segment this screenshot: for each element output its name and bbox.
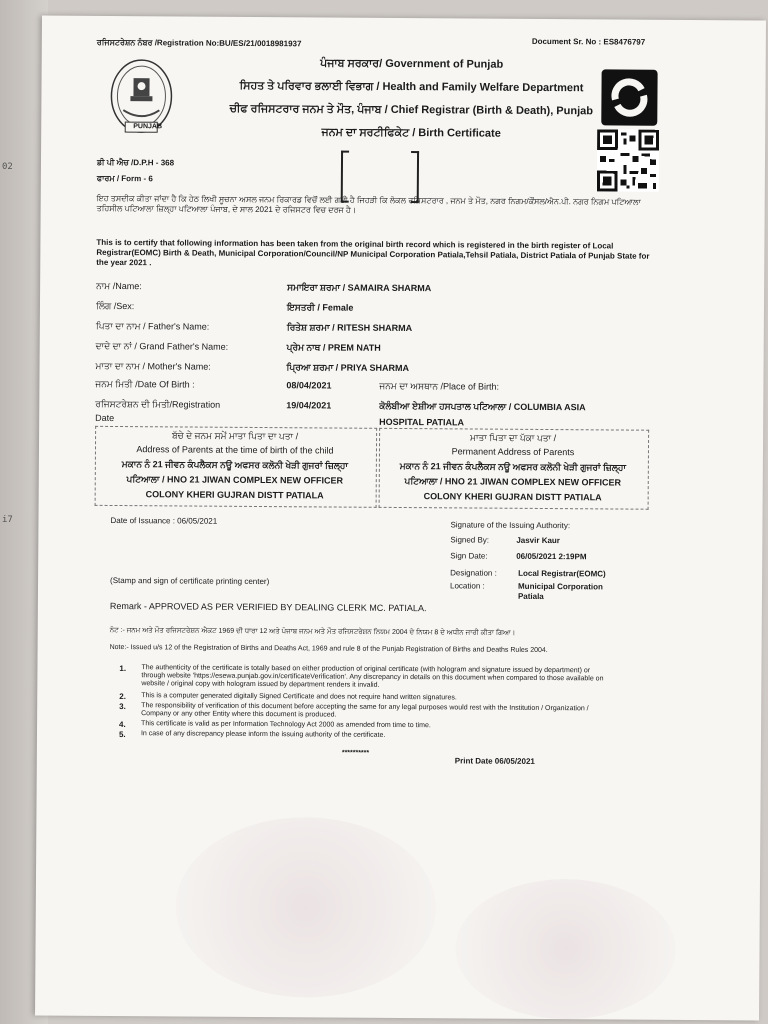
end-stars: ********** xyxy=(341,749,370,757)
note-english: Note:- Issued u/s 12 of the Registration of Births and Deaths Act, 1969 and rule 8 of the Punjab Registration of Births and Deaths Rules 2004. xyxy=(109,643,548,655)
designation-value: Local Registrar(EOMC) xyxy=(518,568,606,579)
background-edge-mark: 02 xyxy=(2,162,13,172)
name-value: ਸਮਾਇਰਾ ਸ਼ਰਮਾ / SAMAIRA SHARMA xyxy=(287,282,432,294)
permanent-address-heading-pa: ਮਾਤਾ ਪਿਤਾ ਦਾ ਪੱਕਾ ਪਤਾ / xyxy=(470,432,557,444)
intro-english: This is to certify that following information has been taken from the original birth record which is registered in the birth register of Local Registrar(EOMC) Birth & Death, Municipal Corporation/Council/NP Municipal Corporation Patiala,Tehsil Patiala, District Patiala of Punjab State for the year 2021 . xyxy=(96,237,650,268)
father-name-label: ਪਿਤਾ ਦਾ ਨਾਮ / Father's Name: xyxy=(95,320,210,332)
permanent-address-heading: Permanent Address of Parents xyxy=(451,446,575,458)
print-date: Print Date 06/05/2021 xyxy=(454,756,535,766)
mother-name-label: ਮਾਤਾ ਦਾ ਨਾਮ / Mother's Name: xyxy=(95,360,211,372)
emblem-ribbon-text: PUNJAB xyxy=(133,123,163,131)
address-at-birth-heading: Address of Parents at the time of birth of the child xyxy=(136,444,334,456)
place-of-birth-value: ਕੋਲੰਬੀਆ ਏਸ਼ੀਆ ਹਸਪਤਾਲ ਪਟਿਆਲਾ / COLUMBIA ASIA xyxy=(379,400,586,413)
address-at-birth-line3: COLONY KHERI GUJRAN DISTT PATIALA xyxy=(145,489,324,501)
place-of-birth-label: ਜਨਮ ਦਾ ਅਸਥਾਨ /Place of Birth: xyxy=(379,380,500,392)
mother-name-value: ਪ੍ਰਿਆ ਸ਼ਰਮਾ / PRIYA SHARMA xyxy=(286,362,410,374)
stamp-note: (Stamp and sign of certificate printing center) xyxy=(110,575,270,587)
note-text: This certificate is valid as per Information Technology Act 2000 as amended from time to time. xyxy=(141,720,431,730)
note-text: The responsibility of verification of this document before accepting the same for any legal purposes would rest with the Institution / Organization / Company or any other Entity where this document is produced. xyxy=(141,702,589,719)
place-of-birth-value-cont: HOSPITAL PATIALA xyxy=(379,416,465,428)
note-number: 2. xyxy=(119,692,126,702)
header-registrar: ਚੀਫ ਰਜਿਸਟਰਾਰ ਜਨਮ ਤੇ ਮੌਤ, ਪੰਜਾਬ / Chief Registrar (Birth & Death), Punjab xyxy=(229,102,594,118)
address-at-birth-heading-pa: ਬੱਚੇ ਦੇ ਜਨਮ ਸਮੇਂ ਮਾਤਾ ਪਿਤਾ ਦਾ ਪਤਾ / xyxy=(172,430,299,442)
paper-stain xyxy=(455,878,676,1020)
permanent-address-line2: ਪਟਿਆਲਾ / HNO 21 JIWAN COMPLEX NEW OFFICER xyxy=(404,476,622,488)
note-text: In case of any discrepancy please inform the issuing authority of the certificate. xyxy=(140,730,386,739)
paper-stain xyxy=(175,816,436,998)
father-name-value: ਰਿਤੇਸ਼ ਸ਼ਰਮਾ / RITESH SHARMA xyxy=(286,322,413,334)
remark: Remark - APPROVED AS PER VERIFIED BY DEALING CLERK MC. PATIALA. xyxy=(109,600,427,614)
note-number: 4. xyxy=(119,720,126,730)
grandfather-name-value: ਪ੍ਰੇਮ ਨਾਥ / PREM NATH xyxy=(286,342,381,353)
sex-value: ਇਸਤਰੀ / Female xyxy=(286,302,354,313)
note-number: 3. xyxy=(119,702,126,712)
sex-label: ਲਿੰਗ /Sex: xyxy=(95,300,135,312)
registration-date-label-cont: Date xyxy=(95,412,115,423)
dob-label: ਜਨਮ ਮਿਤੀ /Date Of Birth : xyxy=(95,378,195,390)
note-text: This is a computer generated digitally Signed Certificate and does not require hand written signatures. xyxy=(141,692,457,702)
registration-date-label: ਰਜਿਸਟਰੇਸ਼ਨ ਦੀ ਮਿਤੀ/Registration xyxy=(95,398,221,410)
signed-by-label: Signed By: xyxy=(450,535,490,545)
address-at-birth-line2: ਪਟਿਆਲਾ / HNO 21 JIWAN COMPLEX NEW OFFICER xyxy=(126,474,344,486)
registration-date-value: 19/04/2021 xyxy=(286,400,332,411)
designation-label: Designation : xyxy=(450,568,497,578)
form-number: ਫਾਰਮ / Form - 6 xyxy=(96,173,153,184)
background-edge-mark: i7 xyxy=(2,515,13,525)
intro-punjabi: ਇਹ ਤਸਦੀਕ ਕੀਤਾ ਜਾਂਦਾ ਹੈ ਕਿ ਹੇਠ ਲਿਖੀ ਸੂਚਨਾ ਅਸਲ ਜਨਮ ਰਿਕਾਰਡ ਵਿਚੋਂ ਲਈ ਗਈ ਹੈ ਜਿਹੜੀ ਕਿ ਲੋਕਲ ਰਜਿਸਟਰਾਰ , ਜਨਮ ਤੇ ਮੌਤ, ਨਗਰ ਨਿਗਮ/ਕੌਂਸਲ/ਐਨ.ਪੀ. ਨਗਰ ਨਿਗਮ ਪਟਿਆਲਾ ਤਹਿਸੀਲ ਪਟਿਆਲਾ ਜ਼ਿਲ੍ਹਾ ਪਟਿਆਲਾ ਪੰਜਾਬ, ਦੇ ਸਾਲ 2021 ਦੇ ਰਜਿਸਟਰ ਵਿਚ ਦਰਜ ਹੈ। xyxy=(96,193,641,215)
note-punjabi: ਨੋਟ :- ਜਨਮ ਅਤੇ ਮੌਤ ਰਜਿਸਟਰੇਸ਼ਨ ਐਕਟ 1969 ਦੀ ਧਾਰਾ 12 ਅਤੇ ਪੰਜਾਬ ਜਨਮ ਅਤੇ ਮੌਤ ਰਜਿਸਟਰੇਸ਼ਨ ਨਿਯਮ 2004 ਦੇ ਨਿਯਮ 8 ਦੇ ਅਧੀਨ ਜਾਰੀ ਕੀਤਾ ਗਿਆ। xyxy=(109,626,516,637)
permanent-address-line3: COLONY KHERI GUJRAN DISTT PATIALA xyxy=(423,491,602,503)
header-department: ਸਿਹਤ ਤੇ ਪਰਿਵਾਰ ਭਲਾਈ ਵਿਭਾਗ / Health and Family Welfare Department xyxy=(239,79,584,95)
location-value: Municipal Corporation xyxy=(518,581,603,592)
note-text: The authenticity of the certificate is totally based on either production of original certificate (with hologram and signature issued by department) or through website 'https://esewa.punjab.gov.in/certificateVerification'. Any discrepancy in details on this document when compared to those available on website / original copy with hologram issued by department renders it invalid. xyxy=(141,664,604,689)
grandfather-name-label: ਦਾਦੇ ਦਾ ਨਾਂ / Grand Father's Name: xyxy=(95,340,229,352)
birth-certificate-page xyxy=(35,15,766,1020)
header-government: ਪੰਜਾਬ ਸਰਕਾਰ/ Government of Punjab xyxy=(320,57,504,71)
location-label: Location : xyxy=(450,581,485,591)
dob-value: 08/04/2021 xyxy=(286,380,332,391)
document-serial-number: Document Sr. No : ES8476797 xyxy=(531,36,646,47)
address-at-birth-line1: ਮਕਾਨ ਨੰ 21 ਜੀਵਨ ਕੰਪਲੈਕਸ ਨਊ ਅਫਸਰ ਕਲੋਨੀ ਖੇੜੀ ਗੁਜਰਾਂ ਜ਼ਿਲ੍ਹਾ xyxy=(121,459,349,471)
signature-authority-heading: Signature of the Issuing Authority: xyxy=(450,520,571,531)
location-value-cont: Patiala xyxy=(517,591,544,601)
header-certificate-title: ਜਨਮ ਦਾ ਸਰਟੀਫਿਕੇਟ / Birth Certificate xyxy=(321,126,501,140)
qr-code-icon xyxy=(597,129,659,191)
note-number: 5. xyxy=(118,730,126,740)
signed-by-value: Jasvir Kaur xyxy=(516,535,560,546)
registration-number: ਰਜਿਸਟਰੇਸ਼ਨ ਨੰਬਰ /Registration No:BU/ES/21/0018981937 xyxy=(96,37,302,49)
sign-date-label: Sign Date: xyxy=(450,551,488,561)
note-number: 1. xyxy=(119,664,127,674)
name-label: ਨਾਮ /Name: xyxy=(96,280,142,292)
permanent-address-line1: ਮਕਾਨ ਨੰ 21 ਜੀਵਨ ਕੰਪਲੈਕਸ ਨਊ ਅਫਸਰ ਕਲੋਨੀ ਖੇੜੀ ਗੁਜਰਾਂ ਜ਼ਿਲ੍ਹਾ xyxy=(399,460,627,473)
sign-date-value: 06/05/2021 2:19PM xyxy=(516,551,587,562)
esewa-logo-icon xyxy=(601,69,657,125)
date-of-issuance: Date of Issuance : 06/05/2021 xyxy=(110,515,218,526)
dph-number: ਡੀ ਪੀ ਐਚ /D.P.H - 368 xyxy=(96,157,175,168)
